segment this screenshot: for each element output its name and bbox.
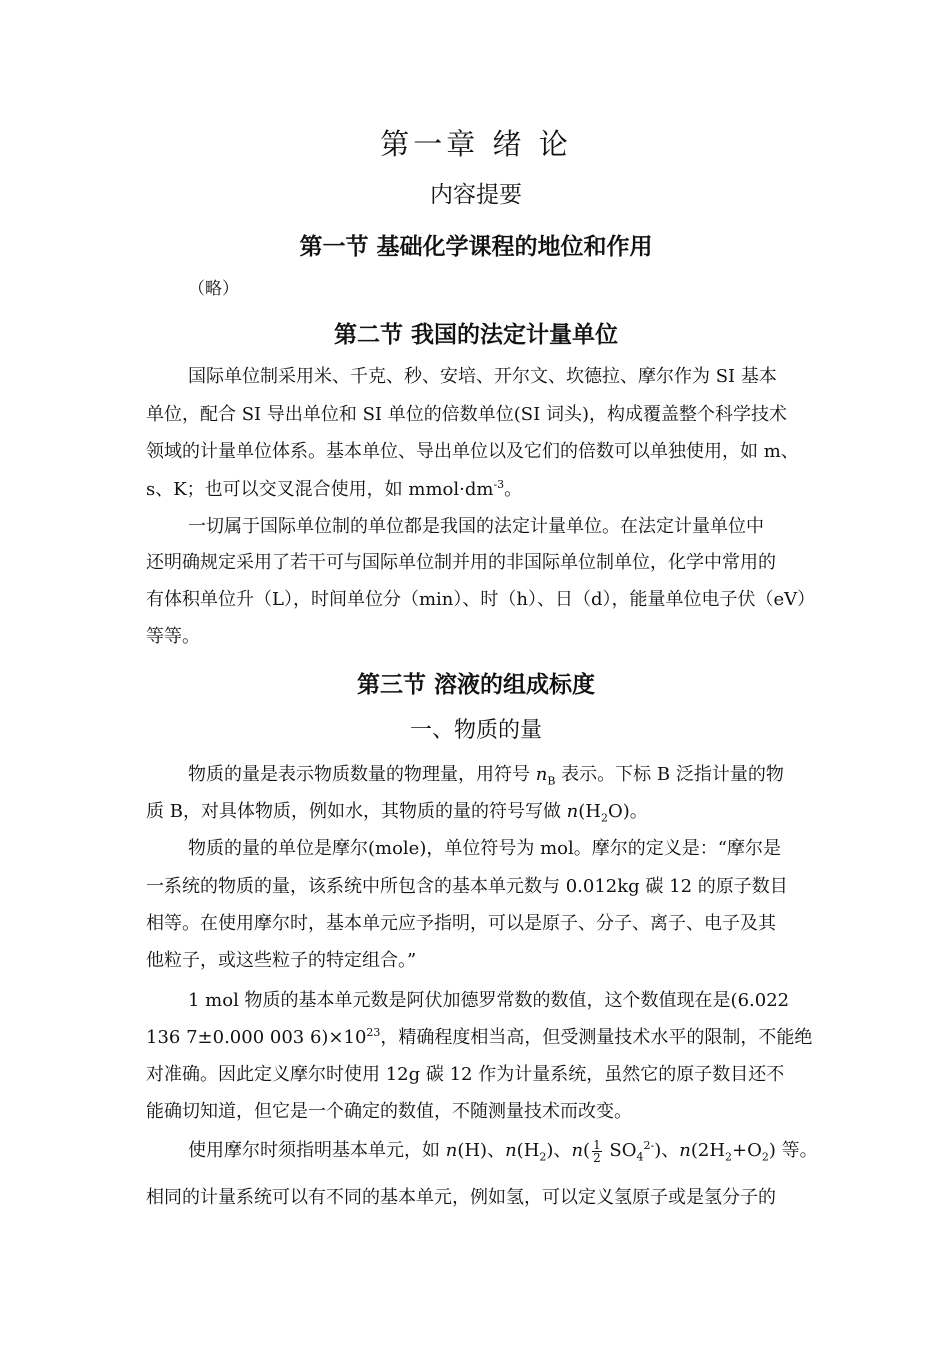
summary-title: 内容提要	[430, 182, 522, 208]
text-run: +O	[732, 1140, 762, 1161]
symbol: n	[535, 764, 548, 785]
text-run: )、	[654, 1140, 680, 1161]
superscript: 2-	[643, 1139, 655, 1152]
section-1-note: （略）	[188, 279, 239, 299]
superscript: 23	[366, 1026, 381, 1039]
paragraph-line: 对准确。因此定义摩尔时使用 12g 碳 12 作为计量系统，虽然它的原子数目还不	[146, 1064, 785, 1085]
text-run: SO	[603, 1140, 637, 1161]
paragraph-line	[146, 797, 648, 825]
text-run: 质 B，对具体物质，例如水，其物质的量的符号写做	[146, 801, 567, 822]
paragraph-line: 他粒子，或这些粒子的特定组合。”	[146, 950, 417, 971]
paragraph-line: 能确切知道，但它是一个确定的数值，不随测量技术而改变。	[146, 1101, 632, 1122]
paragraph-line: 领域的计量单位体系。基本单位、导出单位以及它们的倍数可以单独使用，如 m、	[146, 441, 799, 462]
section-3-title: 第三节 溶液的组成标度	[356, 672, 595, 698]
symbol: n	[445, 1140, 458, 1161]
subscript: 2	[539, 1150, 547, 1164]
subscript: 2	[761, 1150, 769, 1164]
text-run: ) 等。	[768, 1140, 818, 1161]
text-run: (2H	[690, 1140, 726, 1161]
section-1-title: 第一节 基础化学课程的地位和作用	[299, 234, 653, 260]
text-run: O)。	[608, 801, 648, 822]
paragraph-line: 等等。	[146, 626, 200, 647]
paragraph-line	[188, 1136, 818, 1164]
fraction	[592, 1139, 602, 1164]
text-run: (	[583, 1140, 591, 1161]
paragraph-line	[146, 475, 522, 501]
subscript: 2	[601, 811, 608, 825]
paragraph-line: 单位，配合 SI 导出单位和 SI 单位的倍数单位(SI 词头)，构成覆盖整个科学技术	[146, 404, 787, 425]
section-2-title: 第二节 我国的法定计量单位	[333, 322, 618, 348]
text-run: 物质的量是表示物质数量的物理量，用符号	[188, 764, 536, 785]
text-run: 。	[504, 479, 523, 500]
symbol: n	[505, 1140, 517, 1161]
paragraph-line: 相等。在使用摩尔时，基本单元应予指明，可以是原子、分子、离子、电子及其	[146, 913, 776, 934]
subscript: 2	[725, 1150, 733, 1164]
text-run: (H	[516, 1140, 540, 1161]
paragraph-line: 1 mol 物质的基本单元数是阿伏加德罗常数的数值，这个数值现在是(6.022	[188, 990, 790, 1011]
paragraph-line: 物质的量的单位是摩尔(mole)，单位符号为 mol。摩尔的定义是：“摩尔是	[188, 838, 781, 859]
paragraph-line	[188, 760, 784, 788]
text-run: 使用摩尔时须指明基本单元，如	[188, 1140, 446, 1161]
subscript: B	[547, 774, 556, 788]
subsection-title: 一、物质的量	[409, 718, 542, 743]
paragraph-line	[146, 1023, 812, 1049]
chapter-title: 第一章 绪 论	[380, 127, 572, 161]
paragraph-line: 一切属于国际单位制的单位都是我国的法定计量单位。在法定计量单位中	[188, 516, 764, 537]
fraction-denominator: 2	[593, 1150, 601, 1165]
text-run: (H	[578, 801, 601, 822]
text-run: 表示。下标 B 泛指计量的物	[555, 764, 784, 785]
subscript: 4	[636, 1150, 644, 1164]
text-run: s、K；也可以交叉混合使用，如 mmol·dm	[146, 479, 494, 500]
text-run: (H)、	[457, 1140, 506, 1161]
text-run: )、	[546, 1140, 572, 1161]
paragraph-line: 还明确规定采用了若干可与国际单位制并用的非国际单位制单位，化学中常用的	[146, 552, 776, 573]
paragraph-line: 相同的计量系统可以有不同的基本单元，例如氢，可以定义氢原子或是氢分子的	[146, 1187, 776, 1208]
superscript: -3	[493, 478, 505, 491]
text-run: ，精确程度相当高，但受测量技术水平的限制，不能绝	[380, 1027, 813, 1048]
symbol: n	[571, 1140, 584, 1161]
paragraph-line: 国际单位制采用米、千克、秒、安培、开尔文、坎德拉、摩尔作为 SI 基本	[188, 366, 777, 387]
symbol: n	[679, 1140, 691, 1161]
text-run: 136 7±0.000 003 6)×10	[146, 1027, 367, 1048]
fraction-numerator: 1	[593, 1137, 601, 1152]
paragraph-line: 有体积单位升（L），时间单位分（min）、时（h）、日（d），能量单位电子伏（eV）	[146, 589, 816, 610]
paragraph-line: 一系统的物质的量，该系统中所包含的基本单元数与 0.012kg 碳 12 的原子数目	[146, 876, 788, 897]
symbol: n	[566, 801, 579, 822]
